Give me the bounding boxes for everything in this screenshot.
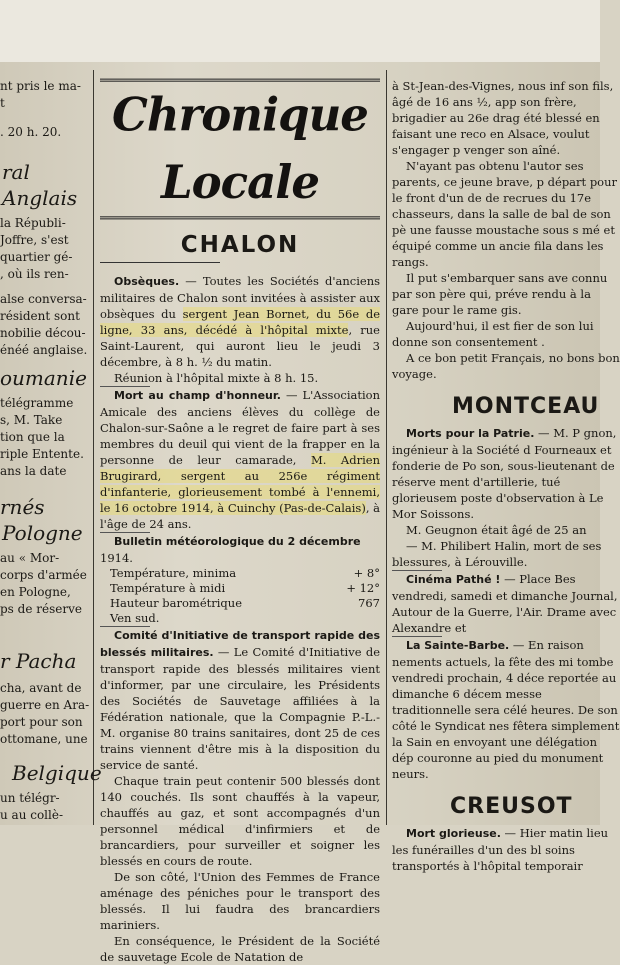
left-heading-anglais: Anglais — [2, 186, 78, 210]
left-line — [0, 112, 92, 124]
left-lines-a — [0, 78, 92, 141]
meteo-row — [100, 611, 380, 626]
meteo-value: 767 — [358, 596, 380, 610]
left-line: . 20 h. 20. — [0, 125, 62, 139]
article-comite-p4: En conséquence, le Président de la Société de sauvetage Ecole de Natation de — [100, 934, 380, 964]
article-comite-text: — Le Comité d'Initiative de transport rapide des blessés militaires vient d'informer, par une circulaire, les Présidents des Sociétés de Sauvetage affiliées à la Fédération nationale, que la Compagnie P.-L.-M. organise 80 trains sanitaires, dont 25 de ces trains viennent d'être mis à la disposition du service de santé. — [100, 645, 381, 772]
right-article-top: à St-Jean-des-Vignes, nous inf son fils, âgé de 16 ans ½, app son frère, brigadier au 26e drag été blessé en faisant une reco en Alsace, voulut s'engager p venger son aîné. — [392, 79, 614, 157]
meteo-row — [100, 596, 380, 611]
right-column-inner — [392, 78, 620, 874]
left-line: nt pris le ma- — [0, 79, 81, 93]
right-column — [392, 78, 620, 873]
right-article-cinema-title: Cinéma Pathé ! — [406, 573, 501, 586]
right-article-mort-glorieuse-text: — Hier matin lieu les funérailles d'un des bl soins transportés à l'hôpital temporair — [392, 826, 609, 873]
left-lines-i — [0, 550, 92, 618]
left-line: au « Mor- — [0, 551, 60, 565]
meteo-label: Température à midi — [110, 581, 226, 595]
column-rule-right — [386, 70, 387, 825]
left-line: tion que la — [0, 430, 65, 444]
left-line: u au collè- — [0, 808, 64, 822]
article-obseques-title: Obsèques. — [114, 275, 180, 288]
article-obseques-text-2: , rue Saint-Laurent, qui auront lieu le jeudi 3 décembre, à 8 h. ½ du matin. — [100, 323, 380, 369]
article-comite — [100, 627, 380, 773]
right-article-cinema — [392, 571, 620, 636]
city-heading-chalon: CHALON — [180, 232, 300, 258]
column-rule-left — [93, 70, 94, 825]
left-column — [0, 78, 102, 825]
left-line: corps d'armée — [0, 568, 87, 582]
left-line: nobilie décou- — [0, 326, 86, 340]
right-article-morts-title: Morts pour la Patrie. — [406, 427, 535, 440]
left-line — [0, 283, 92, 291]
meteo-value: + 12° — [346, 581, 380, 595]
left-line: port pour son — [0, 715, 83, 729]
right-article-cinema-text: — Place Bes vendredi, samedi et dimanche Journal, Autour de la Guerre, l'Air. Drame avec Alexandre et — [392, 572, 618, 635]
meteo-label: Hauteur barométrique — [110, 596, 242, 610]
left-line: t — [0, 96, 5, 110]
right-article-morts-text: — M. P gnon, ingénieur à la Société d Fourneaux et fonderie de Po son, sous-lieutenant de réserve ment d'artillerie, tué glorieusem poste d'observation à Le Mor Soissons. — [392, 426, 617, 521]
left-line: alse conversa- — [0, 292, 87, 306]
left-lines-k — [0, 680, 92, 748]
center-column — [100, 80, 381, 964]
meteo-year: 1914. — [100, 551, 133, 565]
meteo-title — [100, 533, 380, 550]
left-line: ottomane, une — [0, 732, 88, 746]
left-line: télégramme — [0, 396, 74, 410]
article-comite-title: Comité d'Initiative de transport rapide des blessés militaires. — [100, 629, 380, 659]
article-comite-p3: De son côté, l'Union des Femmes de France aménage des péniches pour le transport des blessés. Il lui faudra des brancardiers mariniers. — [100, 870, 380, 932]
right-article-p5: A ce bon petit Français, no bons bon voyage. — [392, 351, 620, 381]
meteo-value: + 8° — [353, 566, 380, 580]
left-line: résident sont — [0, 309, 80, 323]
article-comite-p2: Chaque train peut contenir 500 blessés dont 140 couchés. Ils sont chauffés à la vapeur, chauffés au gaz, et sont accompagnés d'un personnel médical d'infirmiers et de brancardiers, pour surveiller et soigner les blessés en cours de route. — [100, 774, 380, 868]
article-obseques — [100, 273, 380, 370]
highlight-bornet: sergent Jean Bornet, du 56e de ligne, 33 ans, décédé à l'hôpital mixte — [100, 307, 381, 337]
left-line: la Républi- — [0, 216, 66, 230]
right-article-p2: N'ayant pas obtenu l'autor ses parents, ce jeune brave, p départ pour le front d'un de de recrues du 17e chasseurs, dans la salle de bal de son pè une fausse moustache sous s mé et équipé comme un ancie fila dans les rangs. — [392, 159, 618, 269]
article-mort-text: — L'Association Amicale des anciens élèves du collège de Chalon-sur-Saône a le regret de faire part à ses membres du deuil qui vient de la frapper en la personne de leur camarade, — [100, 388, 380, 467]
left-line: ans la date — [0, 464, 67, 478]
left-line: un télégr- — [0, 791, 60, 805]
left-lines-f — [0, 395, 92, 480]
article-obseques-reunion: Réunion à l'hôpital mixte à 8 h. 15. — [114, 371, 319, 385]
article-obseques-text: — Toutes les Sociétés d'anciens militaires de Chalon sont invitées à assister aux obsèques du — [100, 274, 380, 321]
left-lines-m — [0, 790, 92, 824]
left-lines-d — [0, 215, 92, 359]
left-line: , où ils ren- — [0, 267, 69, 281]
right-article-morts — [392, 425, 620, 522]
left-heading-pologne: Pologne — [2, 521, 83, 545]
meteo-title-text: Bulletin météorologique du 2 décembre — [114, 535, 361, 548]
right-article-p4: Aujourd'hui, il est fier de son lui donne son consentement . — [392, 319, 594, 349]
left-line: énéé anglaise. — [0, 343, 88, 357]
left-heading-belgique: Belgique — [12, 761, 102, 785]
city-heading-creusot: CREUSOT — [450, 794, 573, 819]
right-article-mort-glorieuse-title: Mort glorieuse. — [406, 827, 501, 840]
right-article-morts-p2: M. Geugnon était âgé de 25 an — [406, 523, 587, 537]
city-heading-montceau: MONTCEAU — [452, 394, 600, 419]
left-heading-roumanie: oumanie — [0, 366, 87, 390]
meteo-table — [100, 566, 380, 626]
meteo-row — [100, 581, 380, 596]
left-line: Joffre, s'est — [0, 233, 69, 247]
left-line: riple Entente. — [0, 447, 84, 461]
article-mort-title: Mort au champ d'honneur. — [114, 389, 281, 402]
highlight-brugirard: M. Adrien Brugirard, sergent au 256e régiment d'infanterie, glorieusement tombé à l'ennemi, le 16 octobre 1914, à Cuinchy (Pas-de-Calais) — [100, 453, 380, 515]
meteo-row — [100, 566, 380, 581]
meteo-label: Ven sud. — [110, 611, 160, 625]
right-article-barbe-text: — En raison nements actuels, la fête des mi tombe vendredi prochain, 4 déce reportée au dimanche 6 décem messe traditionnelle sera célé heures. De son côté le Syndicat nes fêtera simplement la Sain en envoyant une délégation dép couronne au pied du monument neurs. — [392, 638, 620, 781]
right-article-barbe-title: La Sainte-Barbe. — [406, 639, 510, 652]
masthead-chronique-locale: Chronique Locale — [100, 79, 380, 220]
left-line: quartier gé- — [0, 250, 73, 264]
right-article-halin: — M. Philibert Halin, mort de ses blessures, à Lérouville. — [392, 539, 602, 569]
left-line: cha, avant de — [0, 681, 82, 695]
left-heading-internes: rnés — [0, 495, 45, 519]
meteo-label: Température, minima — [110, 566, 237, 580]
left-line: s, M. Take — [0, 413, 63, 427]
article-mort-champ-honneur — [100, 387, 380, 532]
left-line: ps de réserve — [0, 602, 82, 616]
right-article-sainte-barbe — [392, 637, 620, 782]
article-mort-text-2: , à l'âge de 24 ans. — [100, 501, 380, 531]
page-top-margin — [0, 0, 600, 62]
left-heading-pacha: r Pacha — [0, 649, 77, 673]
left-heading-general: ral — [2, 160, 30, 184]
right-article-mort-glorieuse — [392, 825, 620, 874]
left-line: guerre en Ara- — [0, 698, 90, 712]
right-article-p3: Il put s'embarquer sans ave connu par son père qui, préve rendu à la gare pour le rame gis. — [392, 271, 608, 317]
left-line: en Pologne, — [0, 585, 71, 599]
